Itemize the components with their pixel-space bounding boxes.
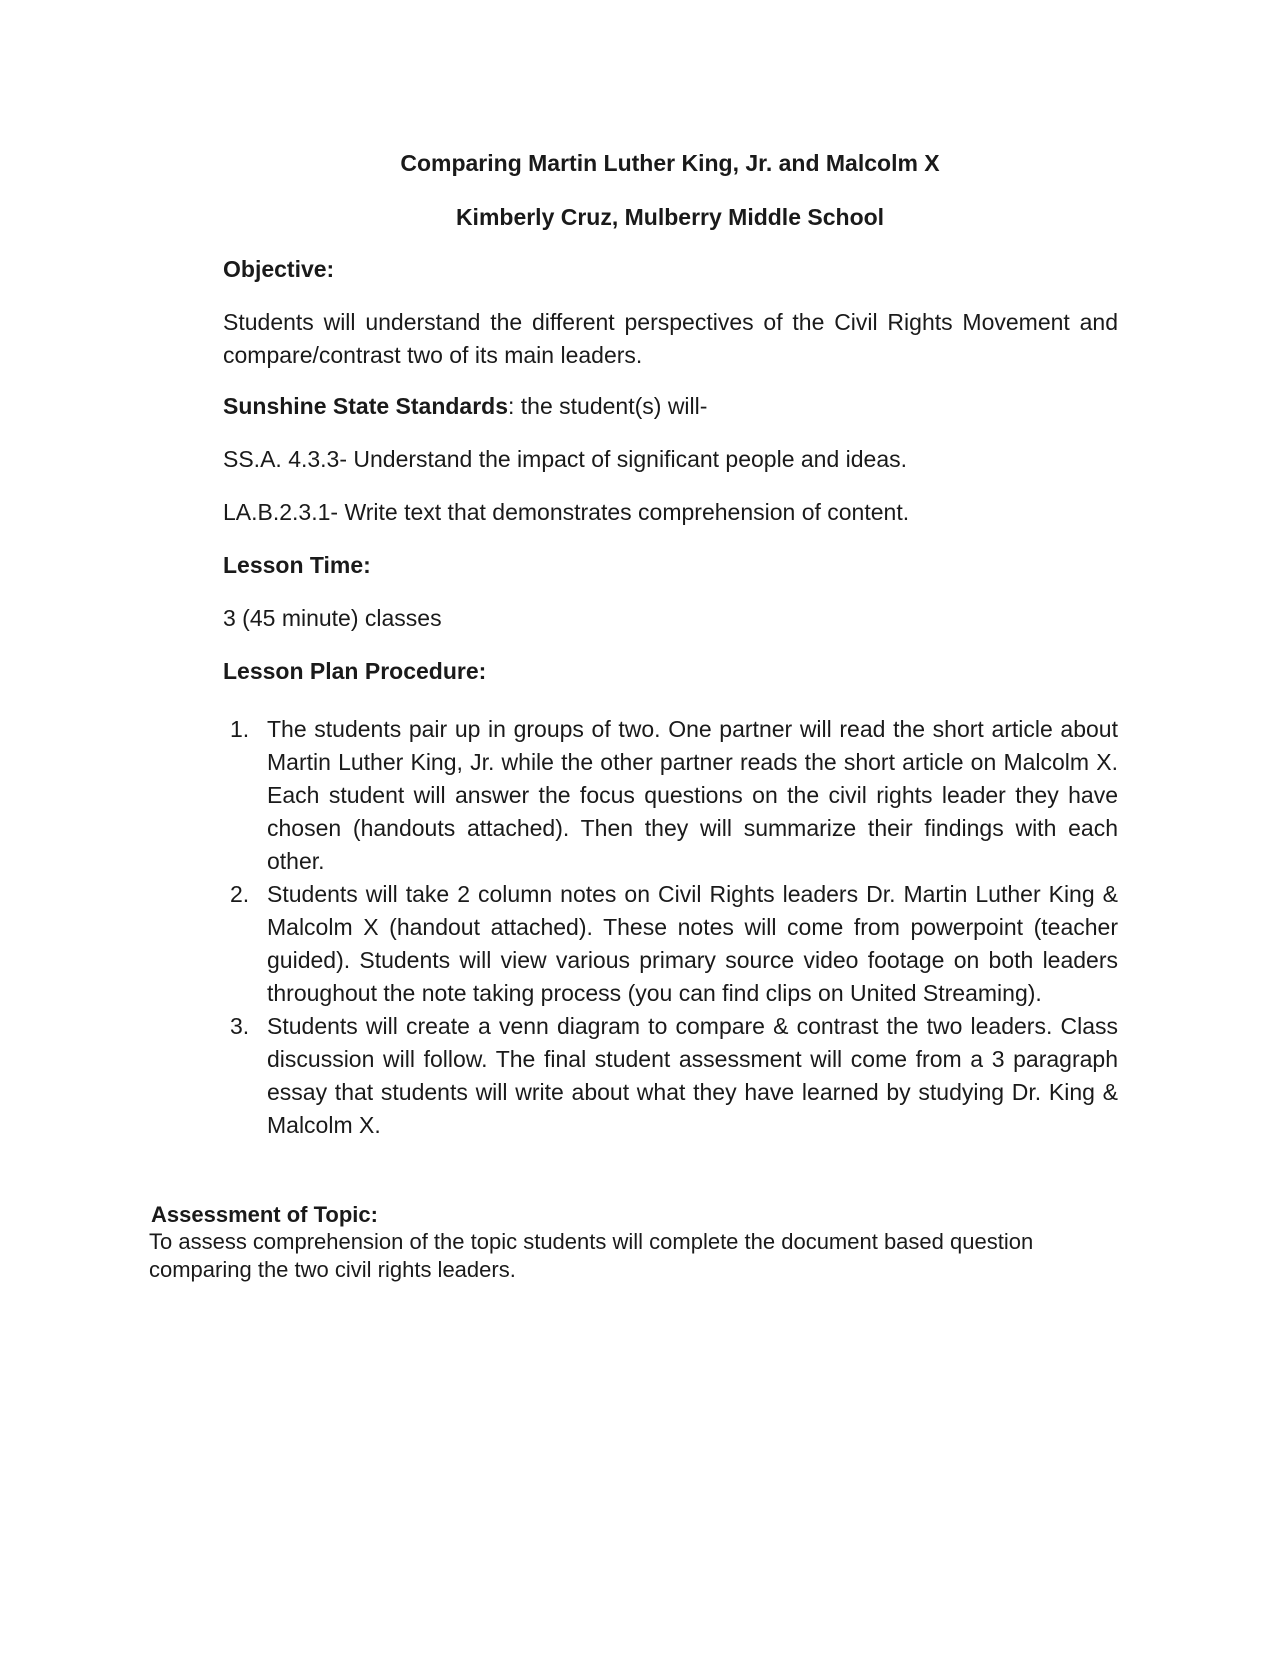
step-text: The students pair up in groups of two. One partner will read the short article about Martin Luther King, Jr. while the other partner reads the short article on Malcolm X. Each student will answer the focus questions on the civil rights leader they have chosen (handouts attached). Then they will summarize their findings with each other.	[267, 716, 1118, 874]
procedure-step	[223, 878, 1118, 1010]
procedure-heading: Lesson Plan Procedure:	[223, 658, 487, 684]
document-title: Comparing Martin Luther King, Jr. and Malcolm X	[400, 150, 940, 176]
procedure-step	[223, 713, 1118, 878]
procedure-list	[223, 713, 1118, 1142]
step-number: 3.	[230, 1013, 250, 1039]
standards-line	[223, 390, 1118, 423]
lesson-time-text: 3 (45 minute) classes	[223, 605, 442, 631]
step-text: Students will take 2 column notes on Civil Rights leaders Dr. Martin Luther King & Malcolm X (handout attached). These notes will come from powerpoint (teacher guided). Students will view various primary source video footage on both leaders throughout the note taking process (you can find clips on United Streaming).	[267, 881, 1118, 1006]
assessment-text: To assess comprehension of the topic students will complete the document based question comparing the two civil rights leaders.	[149, 1229, 1034, 1282]
step-text: Students will create a venn diagram to compare & contrast the two leaders. Class discussion will follow. The final student assessment will come from a 3 paragraph essay that students will write about what they have learned by studying Dr. King & Malcolm X.	[267, 1013, 1118, 1138]
objective-text: Students will understand the different perspectives of the Civil Rights Movement and compare/contrast two of its main leaders.	[223, 309, 1118, 368]
standards-suffix: : the student(s) will-	[508, 393, 708, 419]
lesson-time-heading: Lesson Time:	[223, 552, 371, 578]
standard-item: LA.B.2.3.1- Write text that demonstrates comprehension of content.	[223, 499, 910, 525]
step-number: 2.	[230, 881, 250, 907]
step-number: 1.	[230, 716, 250, 742]
standards-label: Sunshine State Standards	[223, 393, 509, 419]
procedure-step	[223, 1010, 1118, 1142]
objective-heading: Objective:	[223, 256, 335, 282]
document-author: Kimberly Cruz, Mulberry Middle School	[455, 204, 885, 230]
assessment-heading: Assessment of Topic:	[151, 1202, 378, 1227]
standard-item: SS.A. 4.3.3- Understand the impact of significant people and ideas.	[223, 446, 908, 472]
